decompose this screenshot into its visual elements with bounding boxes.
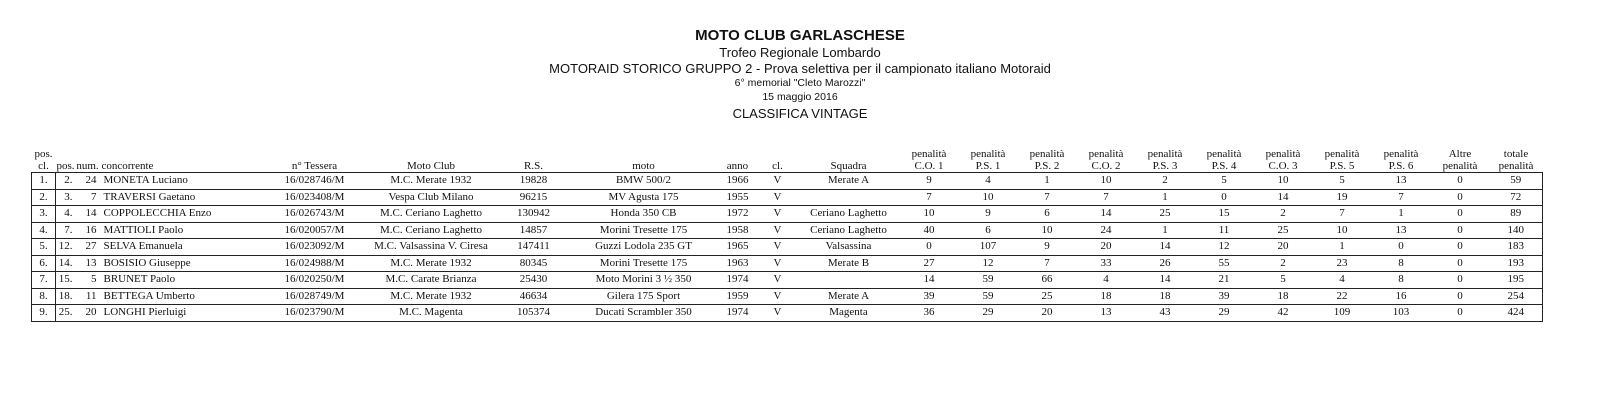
cell-anno: 1958 bbox=[718, 222, 758, 239]
cell-moto: Moto Morini 3 ½ 350 bbox=[570, 272, 718, 289]
cell-co3: 42 bbox=[1254, 305, 1313, 322]
cell-moto: Gilera 175 Sport bbox=[570, 288, 718, 305]
cell-ps6: 16 bbox=[1372, 288, 1431, 305]
cell-ps3: 43 bbox=[1136, 305, 1195, 322]
cell-tessera: 16/024988/M bbox=[265, 255, 365, 272]
cell-pos: 15. bbox=[56, 272, 76, 289]
trophy-title: Trofeo Regionale Lombardo bbox=[719, 45, 881, 60]
cell-ps3: 18 bbox=[1136, 288, 1195, 305]
cell-ps3: 25 bbox=[1136, 206, 1195, 223]
cell-num: 20 bbox=[76, 305, 100, 322]
cell-altre: 0 bbox=[1431, 288, 1490, 305]
cell-ps1: 107 bbox=[959, 239, 1018, 256]
cell-ps2: 20 bbox=[1018, 305, 1077, 322]
cell-num: 11 bbox=[76, 288, 100, 305]
header-anno: anno bbox=[726, 160, 749, 172]
cell-concorrente: TRAVERSI Gaetano bbox=[100, 189, 265, 206]
cell-concorrente: BOSISIO Giuseppe bbox=[100, 255, 265, 272]
cell-pos-cl: 7. bbox=[32, 272, 56, 289]
cell-ps1: 12 bbox=[959, 255, 1018, 272]
cell-moto-club: M.C. Merate 1932 bbox=[365, 173, 498, 190]
cell-rs: 105374 bbox=[498, 305, 570, 322]
cell-altre: 0 bbox=[1431, 206, 1490, 223]
table-row bbox=[32, 305, 1543, 322]
cell-ps2: 7 bbox=[1018, 255, 1077, 272]
cell-anno: 1963 bbox=[718, 255, 758, 272]
header-tessera: n° Tessera bbox=[291, 160, 338, 172]
cell-rs: 46634 bbox=[498, 288, 570, 305]
cell-co3: 2 bbox=[1254, 255, 1313, 272]
cell-moto: Honda 350 CB bbox=[570, 206, 718, 223]
header-ps4: penalità P.S. 4 bbox=[1206, 148, 1242, 172]
cell-pos: 3. bbox=[56, 189, 76, 206]
cell-tessera: 16/023790/M bbox=[265, 305, 365, 322]
cell-concorrente: COPPOLECCHIA Enzo bbox=[100, 206, 265, 223]
cell-ps1: 29 bbox=[959, 305, 1018, 322]
cell-rs: 147411 bbox=[498, 239, 570, 256]
cell-cl: V bbox=[758, 288, 798, 305]
table-row bbox=[32, 288, 1543, 305]
cell-co2: 14 bbox=[1077, 206, 1136, 223]
cell-ps6: 13 bbox=[1372, 222, 1431, 239]
cell-pos: 12. bbox=[56, 239, 76, 256]
cell-num: 13 bbox=[76, 255, 100, 272]
cell-ps1: 10 bbox=[959, 189, 1018, 206]
cell-ps4: 55 bbox=[1195, 255, 1254, 272]
cell-num: 24 bbox=[76, 173, 100, 190]
cell-altre: 0 bbox=[1431, 272, 1490, 289]
cell-moto: Morini Tresette 175 bbox=[570, 255, 718, 272]
cell-anno: 1972 bbox=[718, 206, 758, 223]
cell-squadra: Ceriano Laghetto bbox=[798, 222, 900, 239]
cell-ps5: 7 bbox=[1313, 206, 1372, 223]
cell-ps1: 6 bbox=[959, 222, 1018, 239]
cell-tessera: 16/026743/M bbox=[265, 206, 365, 223]
cell-rs: 25430 bbox=[498, 272, 570, 289]
cell-concorrente: LONGHI Pierluigi bbox=[100, 305, 265, 322]
cell-ps1: 9 bbox=[959, 206, 1018, 223]
cell-anno: 1974 bbox=[718, 272, 758, 289]
cell-pos: 14. bbox=[56, 255, 76, 272]
cell-rs: 96215 bbox=[498, 189, 570, 206]
cell-pos: 4. bbox=[56, 206, 76, 223]
cell-ps5: 1 bbox=[1313, 239, 1372, 256]
header-altre: Altre penalità bbox=[1442, 148, 1478, 172]
cell-cl: V bbox=[758, 255, 798, 272]
classification-title: CLASSIFICA VINTAGE bbox=[732, 106, 868, 121]
cell-moto: Ducati Scrambler 350 bbox=[570, 305, 718, 322]
header-co3: penalità C.O. 3 bbox=[1265, 148, 1301, 172]
cell-altre: 0 bbox=[1431, 305, 1490, 322]
cell-concorrente: BETTEGA Umberto bbox=[100, 288, 265, 305]
cell-ps2: 66 bbox=[1018, 272, 1077, 289]
cell-co3: 20 bbox=[1254, 239, 1313, 256]
cell-rs: 80345 bbox=[498, 255, 570, 272]
cell-pos-cl: 2. bbox=[32, 189, 56, 206]
cell-co2: 33 bbox=[1077, 255, 1136, 272]
cell-ps6: 0 bbox=[1372, 239, 1431, 256]
cell-moto-club: M.C. Carate Brianza bbox=[365, 272, 498, 289]
cell-cl: V bbox=[758, 206, 798, 223]
cell-ps4: 29 bbox=[1195, 305, 1254, 322]
cell-altre: 0 bbox=[1431, 173, 1490, 190]
cell-moto: MV Agusta 175 bbox=[570, 189, 718, 206]
cell-ps4: 0 bbox=[1195, 189, 1254, 206]
cell-ps6: 1 bbox=[1372, 206, 1431, 223]
cell-altre: 0 bbox=[1431, 239, 1490, 256]
cell-squadra bbox=[798, 189, 900, 206]
header-ps3: penalità P.S. 3 bbox=[1147, 148, 1183, 172]
cell-moto-club: M.C. Merate 1932 bbox=[365, 255, 498, 272]
header-pos-cl: pos. cl. bbox=[34, 148, 53, 172]
cell-pos: 7. bbox=[56, 222, 76, 239]
cell-ps1: 59 bbox=[959, 272, 1018, 289]
cell-co1: 39 bbox=[900, 288, 959, 305]
cell-ps3: 14 bbox=[1136, 272, 1195, 289]
cell-totale: 140 bbox=[1490, 222, 1543, 239]
cell-ps6: 13 bbox=[1372, 173, 1431, 190]
cell-ps5: 19 bbox=[1313, 189, 1372, 206]
header-totale: totale penalità bbox=[1498, 148, 1534, 172]
cell-moto: Morini Tresette 175 bbox=[570, 222, 718, 239]
cell-co2: 24 bbox=[1077, 222, 1136, 239]
cell-ps4: 12 bbox=[1195, 239, 1254, 256]
table-header bbox=[32, 146, 1543, 173]
cell-num: 16 bbox=[76, 222, 100, 239]
cell-pos-cl: 3. bbox=[32, 206, 56, 223]
cell-co2: 13 bbox=[1077, 305, 1136, 322]
cell-co2: 18 bbox=[1077, 288, 1136, 305]
cell-squadra: Magenta bbox=[798, 305, 900, 322]
cell-pos-cl: 4. bbox=[32, 222, 56, 239]
cell-pos: 2. bbox=[56, 173, 76, 190]
cell-co3: 2 bbox=[1254, 206, 1313, 223]
cell-moto-club: M.C. Ceriano Laghetto bbox=[365, 222, 498, 239]
cell-moto-club: Vespa Club Milano bbox=[365, 189, 498, 206]
cell-pos: 25. bbox=[56, 305, 76, 322]
table-row bbox=[32, 206, 1543, 223]
cell-co1: 0 bbox=[900, 239, 959, 256]
cell-totale: 89 bbox=[1490, 206, 1543, 223]
cell-ps6: 103 bbox=[1372, 305, 1431, 322]
cell-concorrente: BRUNET Paolo bbox=[100, 272, 265, 289]
cell-ps5: 10 bbox=[1313, 222, 1372, 239]
cell-concorrente: MONETA Luciano bbox=[100, 173, 265, 190]
table-row bbox=[32, 239, 1543, 256]
cell-ps3: 2 bbox=[1136, 173, 1195, 190]
cell-moto-club: M.C. Magenta bbox=[365, 305, 498, 322]
memorial-subtitle: 6° memorial "Cleto Marozzi" bbox=[734, 77, 866, 89]
cell-co2: 4 bbox=[1077, 272, 1136, 289]
cell-rs: 19828 bbox=[498, 173, 570, 190]
cell-ps5: 4 bbox=[1313, 272, 1372, 289]
table-row bbox=[32, 173, 1543, 190]
cell-co1: 14 bbox=[900, 272, 959, 289]
header-squadra: Squadra bbox=[830, 160, 867, 172]
table-row bbox=[32, 222, 1543, 239]
cell-tessera: 16/020057/M bbox=[265, 222, 365, 239]
cell-cl: V bbox=[758, 305, 798, 322]
cell-ps1: 4 bbox=[959, 173, 1018, 190]
header-ps1: penalità P.S. 1 bbox=[970, 148, 1006, 172]
document-header bbox=[0, 26, 1600, 123]
cell-tessera: 16/028746/M bbox=[265, 173, 365, 190]
cell-co1: 7 bbox=[900, 189, 959, 206]
cell-ps6: 7 bbox=[1372, 189, 1431, 206]
table-row bbox=[32, 272, 1543, 289]
cell-concorrente: SELVA Emanuela bbox=[100, 239, 265, 256]
cell-ps6: 8 bbox=[1372, 272, 1431, 289]
cell-anno: 1965 bbox=[718, 239, 758, 256]
cell-pos: 18. bbox=[56, 288, 76, 305]
cell-ps5: 109 bbox=[1313, 305, 1372, 322]
cell-totale: 72 bbox=[1490, 189, 1543, 206]
cell-ps2: 25 bbox=[1018, 288, 1077, 305]
header-ps2: penalità P.S. 2 bbox=[1029, 148, 1065, 172]
cell-ps4: 21 bbox=[1195, 272, 1254, 289]
cell-num: 5 bbox=[76, 272, 100, 289]
cell-squadra: Merate A bbox=[798, 288, 900, 305]
cell-num: 7 bbox=[76, 189, 100, 206]
cell-tessera: 16/028749/M bbox=[265, 288, 365, 305]
cell-rs: 130942 bbox=[498, 206, 570, 223]
cell-tessera: 16/023092/M bbox=[265, 239, 365, 256]
cell-ps1: 59 bbox=[959, 288, 1018, 305]
header-num: num. bbox=[76, 160, 99, 172]
cell-concorrente: MATTIOLI Paolo bbox=[100, 222, 265, 239]
cell-ps2: 1 bbox=[1018, 173, 1077, 190]
cell-moto: BMW 500/2 bbox=[570, 173, 718, 190]
cell-altre: 0 bbox=[1431, 255, 1490, 272]
event-date: 15 maggio 2016 bbox=[762, 91, 838, 103]
cell-co1: 10 bbox=[900, 206, 959, 223]
cell-altre: 0 bbox=[1431, 189, 1490, 206]
cell-co1: 27 bbox=[900, 255, 959, 272]
results-table bbox=[31, 146, 1543, 322]
cell-totale: 183 bbox=[1490, 239, 1543, 256]
cell-co3: 18 bbox=[1254, 288, 1313, 305]
cell-co1: 36 bbox=[900, 305, 959, 322]
cell-squadra: Ceriano Laghetto bbox=[798, 206, 900, 223]
header-co2: penalità C.O. 2 bbox=[1088, 148, 1124, 172]
cell-anno: 1966 bbox=[718, 173, 758, 190]
cell-tessera: 16/020250/M bbox=[265, 272, 365, 289]
cell-squadra: Merate B bbox=[798, 255, 900, 272]
cell-moto-club: M.C. Ceriano Laghetto bbox=[365, 206, 498, 223]
cell-totale: 195 bbox=[1490, 272, 1543, 289]
cell-pos-cl: 6. bbox=[32, 255, 56, 272]
cell-co1: 9 bbox=[900, 173, 959, 190]
cell-ps2: 10 bbox=[1018, 222, 1077, 239]
header-concorrente: concorrente bbox=[101, 160, 154, 172]
cell-ps4: 15 bbox=[1195, 206, 1254, 223]
cell-ps6: 8 bbox=[1372, 255, 1431, 272]
cell-rs: 14857 bbox=[498, 222, 570, 239]
cell-pos-cl: 8. bbox=[32, 288, 56, 305]
cell-ps2: 6 bbox=[1018, 206, 1077, 223]
cell-squadra: Merate A bbox=[798, 173, 900, 190]
cell-cl: V bbox=[758, 173, 798, 190]
cell-moto-club: M.C. Merate 1932 bbox=[365, 288, 498, 305]
cell-moto-club: M.C. Valsassina V. Ciresa bbox=[365, 239, 498, 256]
cell-squadra bbox=[798, 272, 900, 289]
header-pos: pos. bbox=[56, 160, 75, 172]
cell-ps2: 9 bbox=[1018, 239, 1077, 256]
cell-pos-cl: 9. bbox=[32, 305, 56, 322]
cell-ps4: 5 bbox=[1195, 173, 1254, 190]
header-rs: R.S. bbox=[524, 160, 543, 172]
cell-num: 27 bbox=[76, 239, 100, 256]
cell-anno: 1959 bbox=[718, 288, 758, 305]
cell-co2: 7 bbox=[1077, 189, 1136, 206]
cell-num: 14 bbox=[76, 206, 100, 223]
cell-ps3: 26 bbox=[1136, 255, 1195, 272]
cell-ps5: 5 bbox=[1313, 173, 1372, 190]
cell-moto: Guzzi Lodola 235 GT bbox=[570, 239, 718, 256]
cell-co2: 10 bbox=[1077, 173, 1136, 190]
cell-ps5: 23 bbox=[1313, 255, 1372, 272]
cell-co3: 25 bbox=[1254, 222, 1313, 239]
cell-totale: 254 bbox=[1490, 288, 1543, 305]
cell-ps3: 1 bbox=[1136, 222, 1195, 239]
cell-co1: 40 bbox=[900, 222, 959, 239]
cell-cl: V bbox=[758, 222, 798, 239]
cell-totale: 193 bbox=[1490, 255, 1543, 272]
header-cl: cl. bbox=[772, 160, 783, 172]
cell-ps4: 39 bbox=[1195, 288, 1254, 305]
cell-squadra: Valsassina bbox=[798, 239, 900, 256]
cell-ps4: 11 bbox=[1195, 222, 1254, 239]
cell-altre: 0 bbox=[1431, 222, 1490, 239]
cell-tessera: 16/023408/M bbox=[265, 189, 365, 206]
cell-co3: 14 bbox=[1254, 189, 1313, 206]
table-body bbox=[32, 173, 1543, 322]
table-row bbox=[32, 255, 1543, 272]
cell-cl: V bbox=[758, 189, 798, 206]
cell-totale: 59 bbox=[1490, 173, 1543, 190]
header-moto-club: Moto Club bbox=[407, 160, 455, 172]
club-title: MOTO CLUB GARLASCHESE bbox=[695, 27, 905, 44]
header-co1: penalità C.O. 1 bbox=[911, 148, 947, 172]
table-row bbox=[32, 189, 1543, 206]
cell-cl: V bbox=[758, 239, 798, 256]
cell-ps5: 22 bbox=[1313, 288, 1372, 305]
event-title: MOTORAID STORICO GRUPPO 2 - Prova selettiva per il campionato italiano Motoraid bbox=[549, 61, 1051, 76]
cell-totale: 424 bbox=[1490, 305, 1543, 322]
cell-pos-cl: 5. bbox=[32, 239, 56, 256]
header-moto: moto bbox=[632, 160, 655, 172]
cell-co3: 10 bbox=[1254, 173, 1313, 190]
cell-cl: V bbox=[758, 272, 798, 289]
cell-co2: 20 bbox=[1077, 239, 1136, 256]
cell-pos-cl: 1. bbox=[32, 173, 56, 190]
cell-ps3: 1 bbox=[1136, 189, 1195, 206]
cell-ps2: 7 bbox=[1018, 189, 1077, 206]
cell-anno: 1974 bbox=[718, 305, 758, 322]
cell-ps3: 14 bbox=[1136, 239, 1195, 256]
header-ps6: penalità P.S. 6 bbox=[1383, 148, 1419, 172]
cell-anno: 1955 bbox=[718, 189, 758, 206]
cell-co3: 5 bbox=[1254, 272, 1313, 289]
header-ps5: penalità P.S. 5 bbox=[1324, 148, 1360, 172]
